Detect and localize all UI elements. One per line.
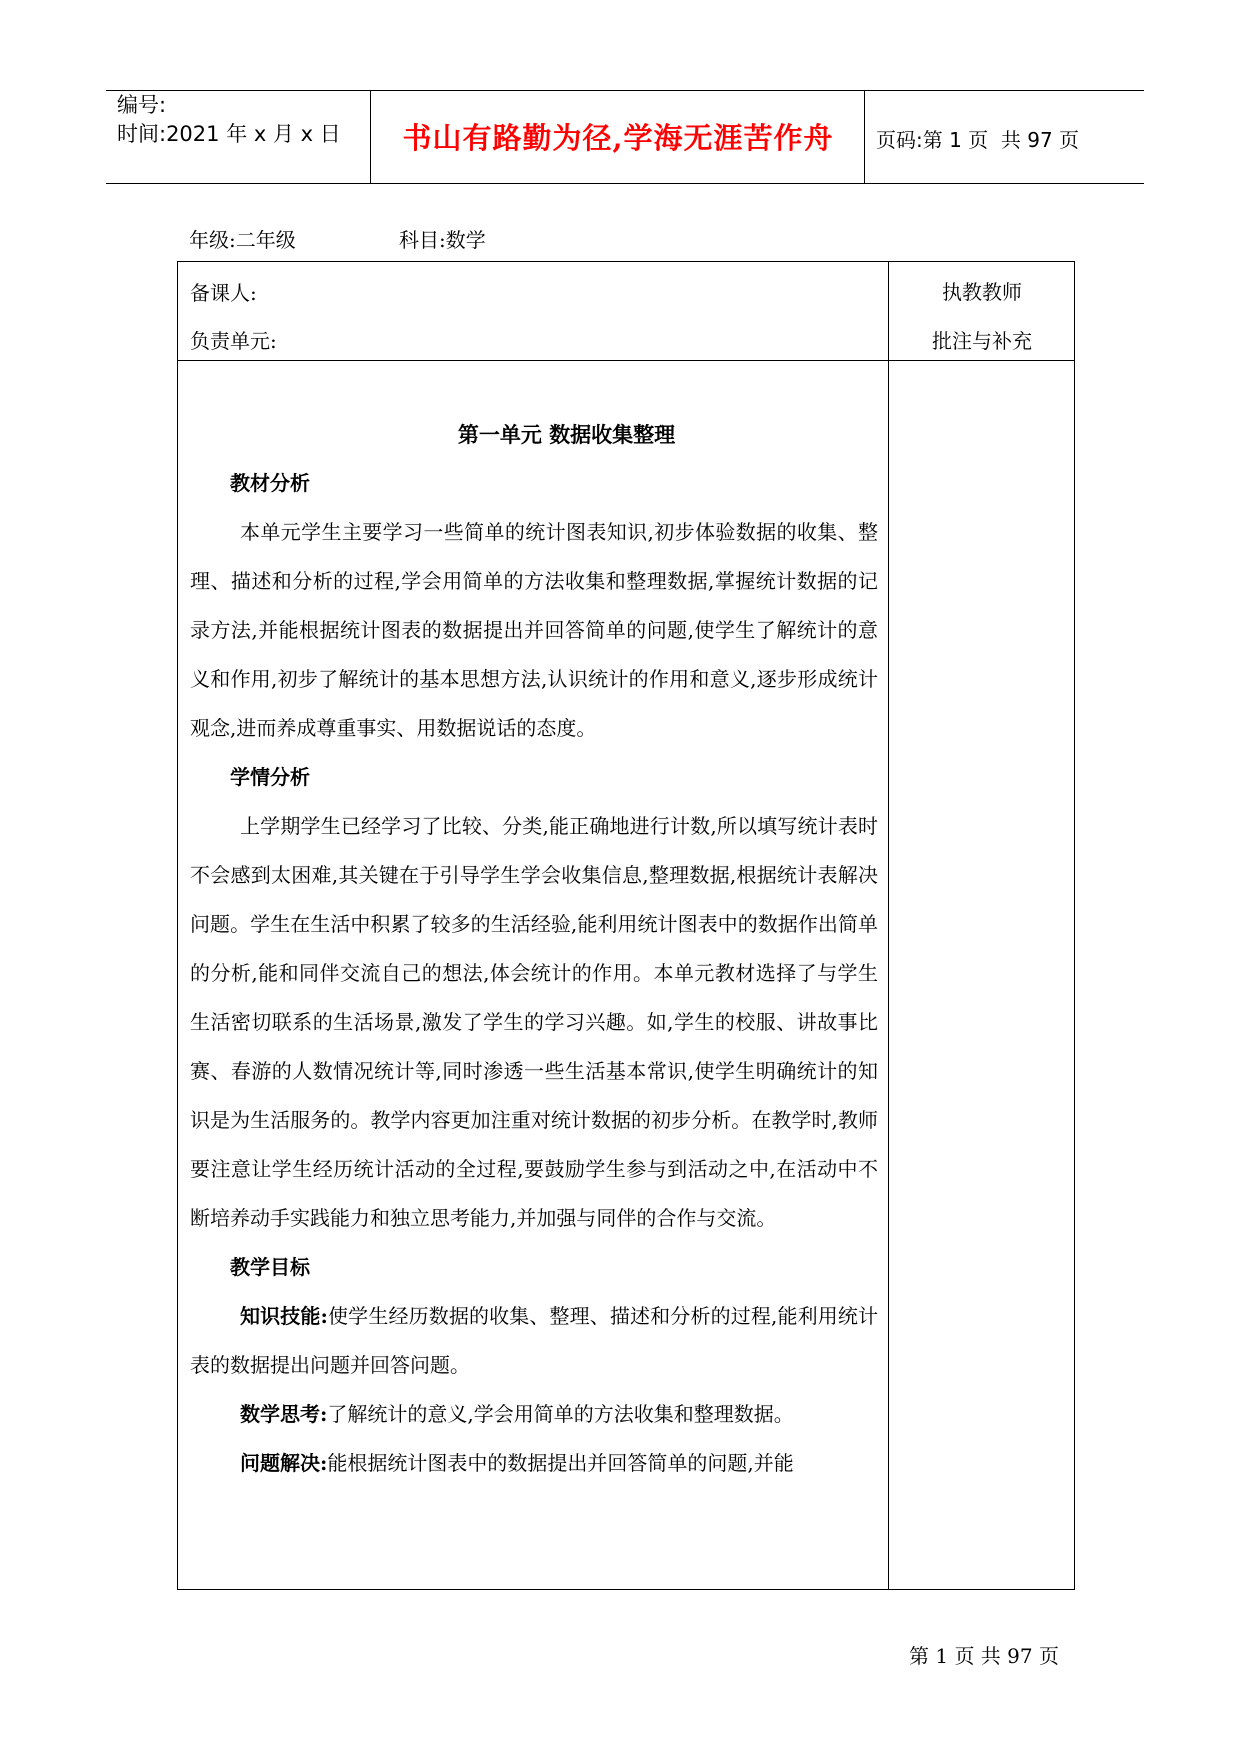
goal-thinking-label: 数学思考: <box>240 1402 328 1426</box>
serial-label: 编号: <box>117 93 167 117</box>
notes-header: 批注与补充 <box>932 329 1032 353</box>
section-title-textbook-analysis: 教材分析 <box>230 471 310 495</box>
unit-label: 负责单元: <box>190 329 277 353</box>
lesson-content <box>190 410 878 1488</box>
preparer-label: 备课人: <box>190 281 257 305</box>
goal-knowledge-text: 使学生经历数据的收集、整理、描述和分析的过程,能利用统计表的数据提出问题并回答问题。 <box>190 1304 878 1377</box>
goal-problem-text: 能根据统计图表中的数据提出并回答简单的问题,并能 <box>327 1451 794 1475</box>
section-title-teaching-goals: 教学目标 <box>230 1255 310 1279</box>
table-row-divider <box>178 360 1074 361</box>
footer-page-number: 第 1 页 共 97 页 <box>909 1644 1059 1668</box>
header-page-label: 页码:第 1 页 共 97 页 <box>876 128 1080 152</box>
grade-label: 年级:二年级 <box>189 228 296 252</box>
student-analysis-paragraph: 上学期学生已经学习了比较、分类,能正确地进行计数,所以填写统计表时不会感到太困难,其关键在于引导学生学会收集信息,整理数据,根据统计表解决问题。学生在生活中积累了较多的生活经验,能利用统计图表中的数据作出简单的分析,能和同伴交流自己的想法,体会统计的作用。本单元教材选择了与学生生活密切联系的生活场景,激发了学生的学习兴趣。如,学生的校服、讲故事比赛、春游的人数情况统计等,同时渗透一些生活基本常识,使学生明确统计的知识是为生活服务的。教学内容更加注重对统计数据的初步分析。在教学时,教师要注意让学生经历统计活动的全过程,要鼓励学生参与到活动之中,在活动中不断培养动手实践能力和独立思考能力,并加强与同伴的合作与交流。 <box>190 814 878 1230</box>
goal-math-thinking <box>190 1390 878 1439</box>
lesson-plan-table <box>177 261 1075 1590</box>
time-label: 时间:2021 年 x 月 x 日 <box>117 122 341 146</box>
goal-thinking-text: 了解统计的意义,学会用简单的方法收集和整理数据。 <box>327 1402 794 1426</box>
header-bottom-rule <box>106 183 1144 184</box>
goal-knowledge-skills <box>190 1292 878 1390</box>
header-page-info <box>876 124 1079 153</box>
header-motto: 书山有路勤为径,学海无涯苦作舟 <box>402 121 834 155</box>
header-divider-left <box>370 90 371 183</box>
table-column-divider <box>888 262 889 1589</box>
goal-knowledge-label: 知识技能: <box>240 1304 328 1328</box>
teacher-header: 执教教师 <box>942 280 1022 304</box>
goal-problem-label: 问题解决: <box>240 1451 328 1475</box>
unit-title: 第一单元 数据收集整理 <box>457 422 676 447</box>
textbook-analysis-paragraph: 本单元学生主要学习一些简单的统计图表知识,初步体验数据的收集、整理、描述和分析的过程,学会用简单的方法收集和整理数据,掌握统计数据的记录方法,并能根据统计图表的数据提出并回答简单的问题,使学生了解统计的意义和作用,初步了解统计的基本思想方法,认识统计的作用和意义,逐步形成统计观念,进而养成尊重事实、用数据说话的态度。 <box>190 520 878 740</box>
section-title-student-analysis: 学情分析 <box>230 765 310 789</box>
subject-label: 科目:数学 <box>399 228 486 252</box>
goal-problem-solving <box>190 1439 878 1488</box>
header-left-block <box>117 91 341 149</box>
header-divider-right <box>864 90 865 183</box>
